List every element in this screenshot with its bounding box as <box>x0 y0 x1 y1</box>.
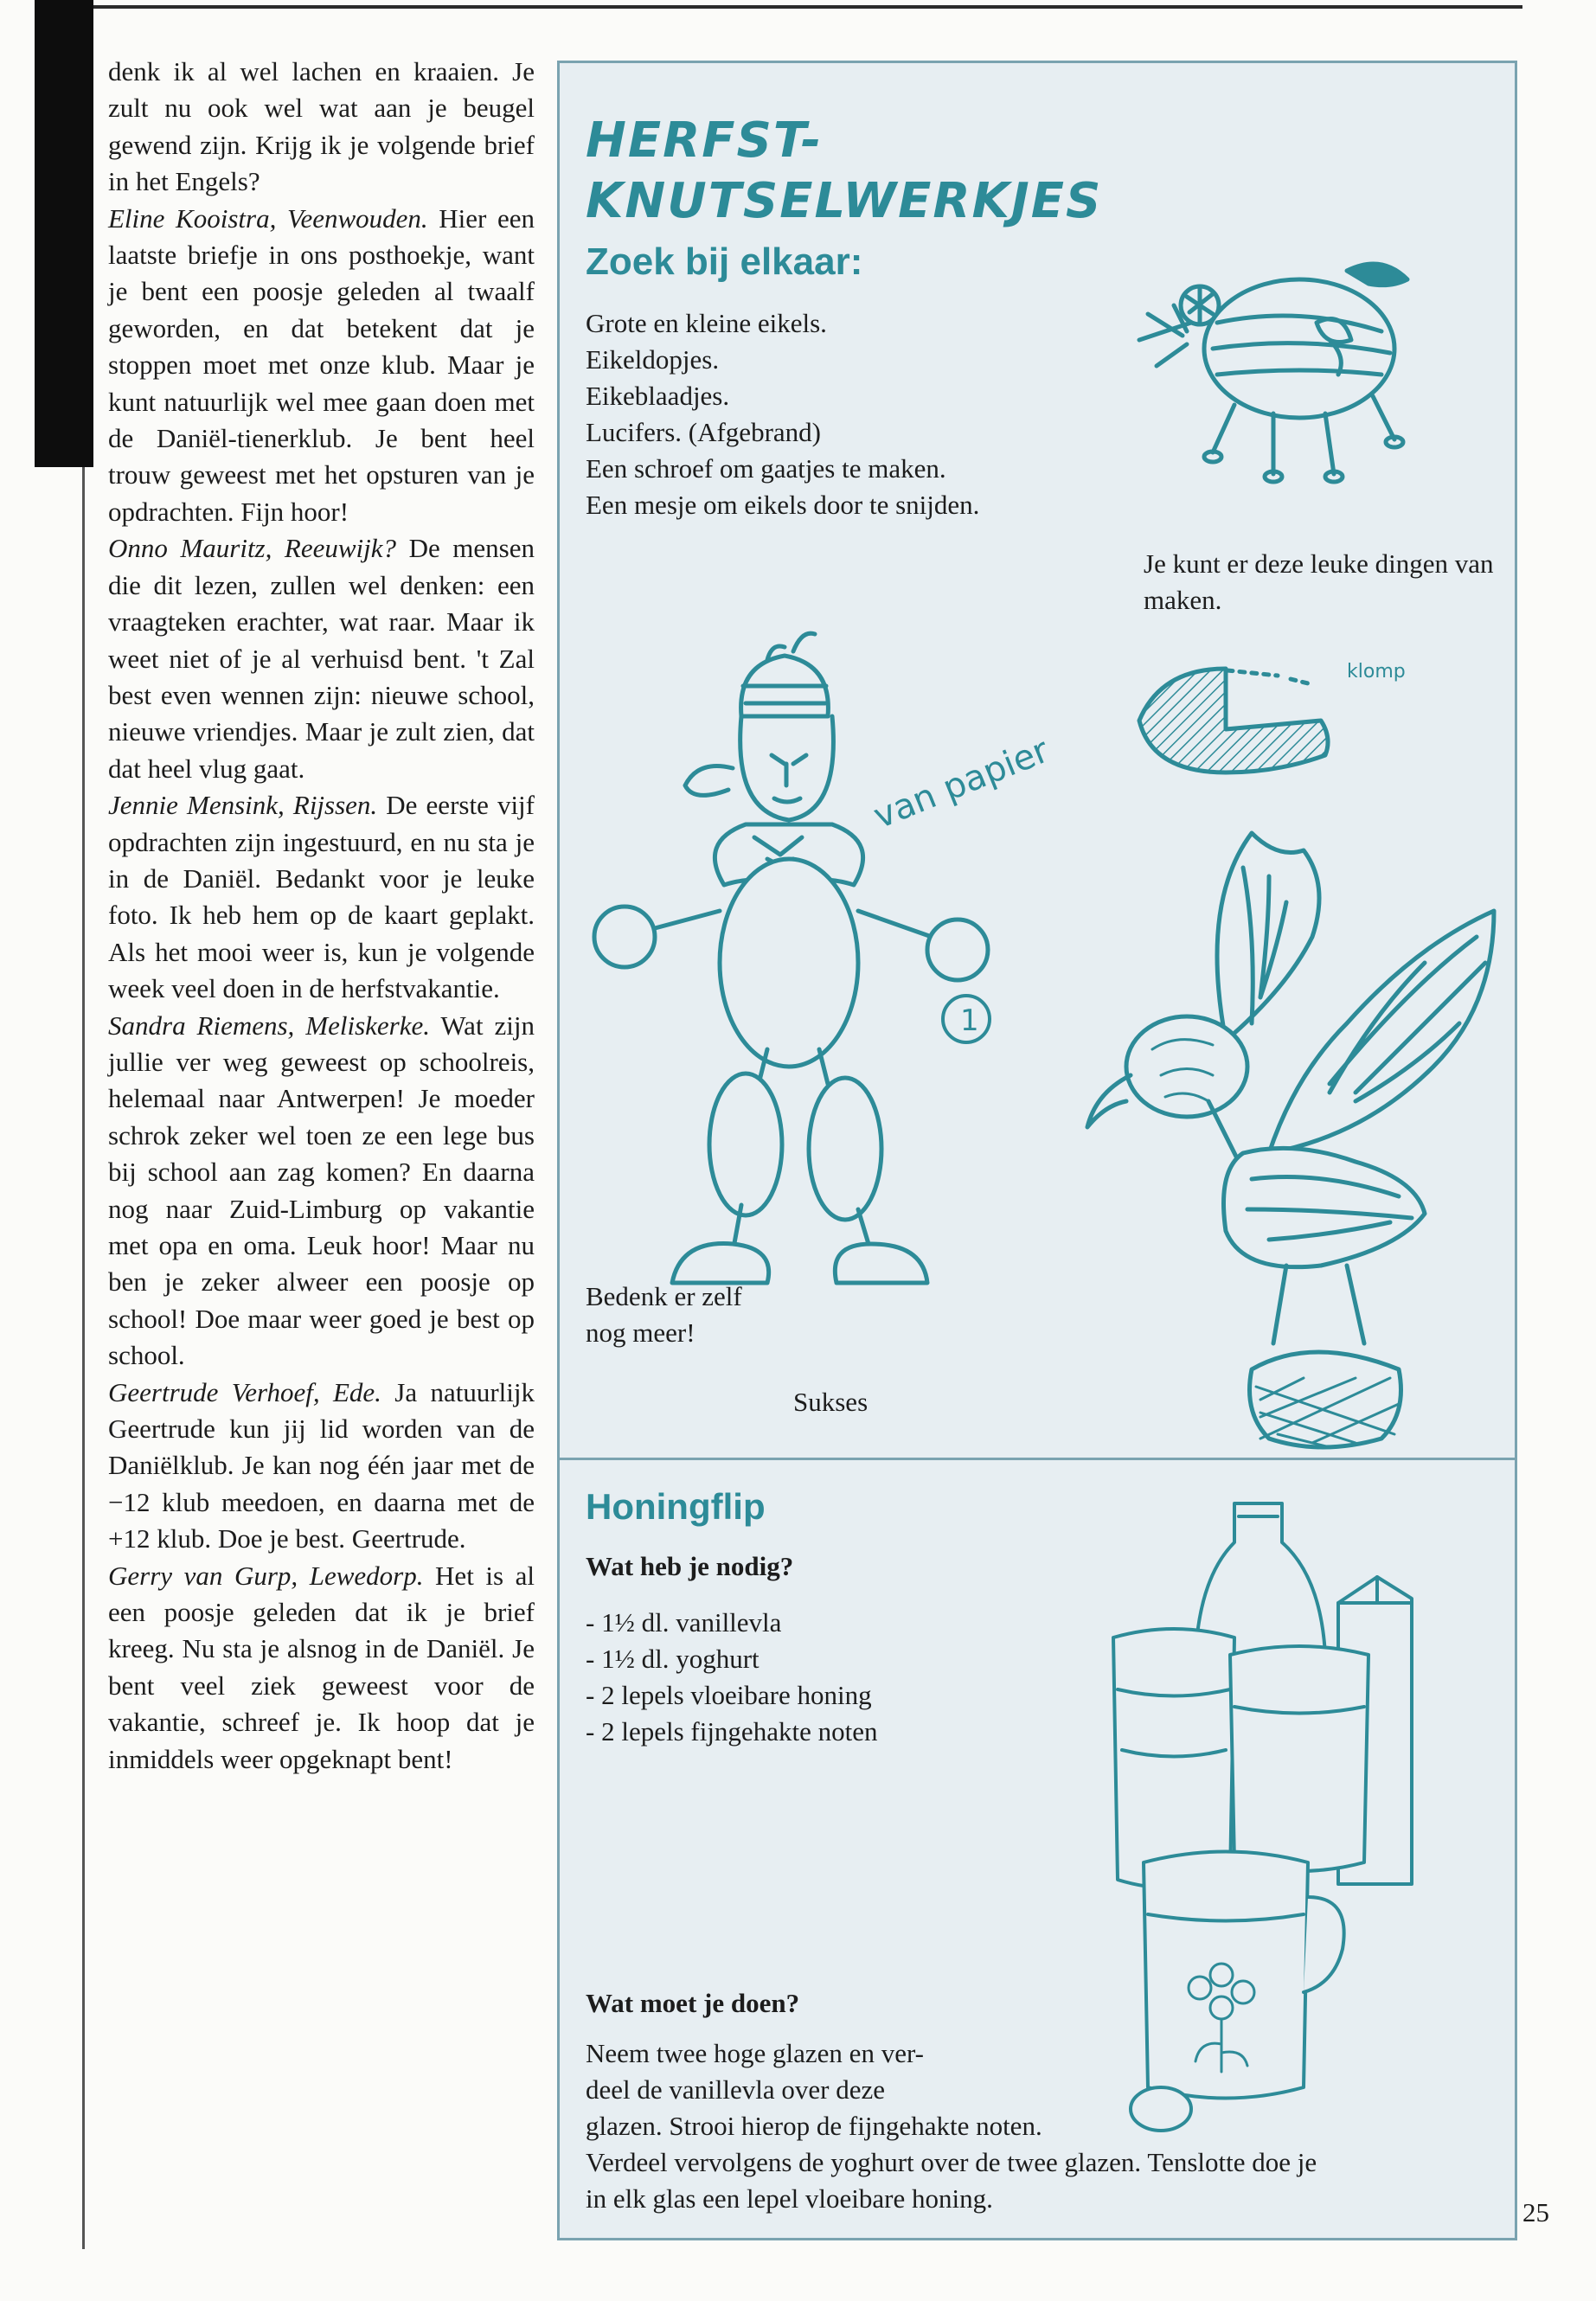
ingredient-item: - 1½ dl. yoghurt <box>586 1641 877 1677</box>
circled-number-label: 1 <box>960 1003 979 1038</box>
circled-number-icon <box>936 989 997 1049</box>
bedenk-line: Bedenk er zelf <box>586 1281 742 1311</box>
bedenk-line: nog meer! <box>586 1317 695 1348</box>
activity-panel <box>557 61 1517 2240</box>
letter-text: Hier een laatste briefje in ons posthoekje, want je bent een poosje geleden al twaalf geworden, en dat betekent dat je stoppen moet met onze klub. Maar je kunt natuurlijk wel mee gaan doen met de Daniël-tienerklub. Je bent heel trouw geweest met het opsturen van je opdrachten. Fijn hoor! <box>108 202 535 527</box>
do-heading: Wat moet je doen? <box>586 1988 800 2018</box>
letter-paragraph <box>108 201 535 531</box>
margin-rule <box>82 467 85 2249</box>
letter-recipient: Geertrude Verhoef, Ede. <box>108 1376 381 1407</box>
materials-item: Eikeldopjes. <box>586 344 720 375</box>
sukses-text: Sukses <box>793 1387 869 1417</box>
letter-text: Het is al een poosje geleden dat ik je brief kreeg. Nu sta je alsnog in de Daniël. Je bent veel ziek geweest voor de vakantie, schreef je. Ik hoop dat je inmiddels weer opgeknapt bent! <box>108 1560 535 1774</box>
letter-paragraph <box>108 1375 535 1558</box>
letter-paragraph <box>108 530 535 787</box>
method-line: in elk glas een lepel vloeibare honing. <box>586 2183 993 2214</box>
method-line: Neem twee hoge glazen en ver- <box>586 2038 924 2068</box>
method-text <box>586 2035 1503 2217</box>
klomp-label: klomp <box>1347 661 1406 683</box>
letter-paragraph <box>108 787 535 1007</box>
letter-recipient: Sandra Riemens, Meliskerke. <box>108 1009 430 1041</box>
materials-item: Eikeblaadjes. <box>586 381 730 411</box>
method-line: glazen. Strooi hierop de fijngehakte noten. <box>586 2111 1042 2141</box>
letter-recipient: Eline Kooistra, Veenwouden. <box>108 202 428 234</box>
acorn-man-illustration <box>560 582 1054 1292</box>
materials-item: Grote en kleine eikels. <box>586 308 827 338</box>
letter-paragraph <box>108 1008 535 1375</box>
letter-text: Ja natuurlijk Geertrude kun jij lid worden van de Daniëlklub. Je kan nog één jaar met de −12 klub meedoen, en daarna met de +12 klub. Doe je best. Geertrude. <box>108 1376 535 1554</box>
bedenk-text <box>586 1279 742 1351</box>
crafts-title-line1: HERFST- <box>586 112 824 169</box>
ingredients-list <box>586 1605 877 1750</box>
crafts-title <box>586 111 1102 232</box>
letter-recipient: Onno Mauritz, Reeuwijk? <box>108 533 397 564</box>
top-edge-line <box>52 5 1522 9</box>
clog-illustration <box>1131 651 1425 816</box>
method-line: deel de vanillevla over deze <box>586 2074 885 2105</box>
materials-item: Een mesje om eikels door te snijden. <box>586 490 980 520</box>
needs-heading: Wat heb je nodig? <box>586 1551 794 1581</box>
acorn-bird-illustration <box>992 816 1511 1456</box>
letter-text: De mensen die dit lezen, zullen wel denken: een vraagteken erachter, wat raar. Maar ik weet niet of je al verhuisd bent. 't Zal best even wennen zijn: nieuwe school, nieuwe vriendjes. Maar je zult zien, dat dat heel vlug gaat. <box>108 533 535 784</box>
letter-text: denk ik al wel lachen en kraaien. Je zult nu ook wel wat aan je beugel gewend zijn. Krijg ik je volgende brief in het Engels? <box>108 56 535 197</box>
method-line: Verdeel vervolgens de yoghurt over de twee glazen. Tenslotte doe je <box>586 2147 1317 2177</box>
crafts-subtitle: Zoek bij elkaar: <box>586 240 863 283</box>
letter-text: Wat zijn jullie ver weg geweest op schoolreis, helemaal naar Antwerpen! Je moeder schrok zeker wel toen ze een lege bus bij school aan zag komen? En daarna nog naar Zuid-Limburg op vakantie met opa en oma. Leuk hoor! Maar nu ben je zeker alweer een poosje op school! Doe maar weer goed je best op school. <box>108 1009 535 1371</box>
materials-item: Een schroef om gaatjes te maken. <box>586 453 946 484</box>
van-papier-label: van papier <box>868 730 1054 837</box>
ingredient-item: - 1½ dl. vanillevla <box>586 1605 877 1641</box>
letter-paragraph <box>108 54 535 201</box>
crafts-title-line2: KNUTSELWERKJES <box>586 173 1103 229</box>
materials-item: Lucifers. (Afgebrand) <box>586 417 821 447</box>
letter-text: De eerste vijf opdrachten zijn ingestuurd, en nu sta je in de Daniël. Bedankt voor je leuke foto. Ik heb hem op de kaart geplakt. Als het mooi weer is, kun je volgende week veel doen in de herfstvakantie. <box>108 790 535 1004</box>
section-divider <box>560 1458 1515 1460</box>
ingredient-item: - 2 lepels vloeibare honing <box>586 1677 877 1714</box>
makes-text: Je kunt er deze leuke dingen van maken. <box>1144 548 1494 615</box>
letter-recipient: Gerry van Gurp, Lewedorp. <box>108 1560 424 1591</box>
recipe-title: Honingflip <box>586 1486 766 1527</box>
materials-list <box>586 305 979 523</box>
page-number: 25 <box>1522 2197 1549 2227</box>
letter-recipient: Jennie Mensink, Rijssen. <box>108 790 378 821</box>
acorn-pig-illustration <box>1122 253 1451 504</box>
binding-shadow <box>35 0 93 467</box>
ingredient-item: - 2 lepels fijngehakte noten <box>586 1714 877 1750</box>
letters-column <box>108 54 535 1778</box>
letter-paragraph <box>108 1558 535 1778</box>
